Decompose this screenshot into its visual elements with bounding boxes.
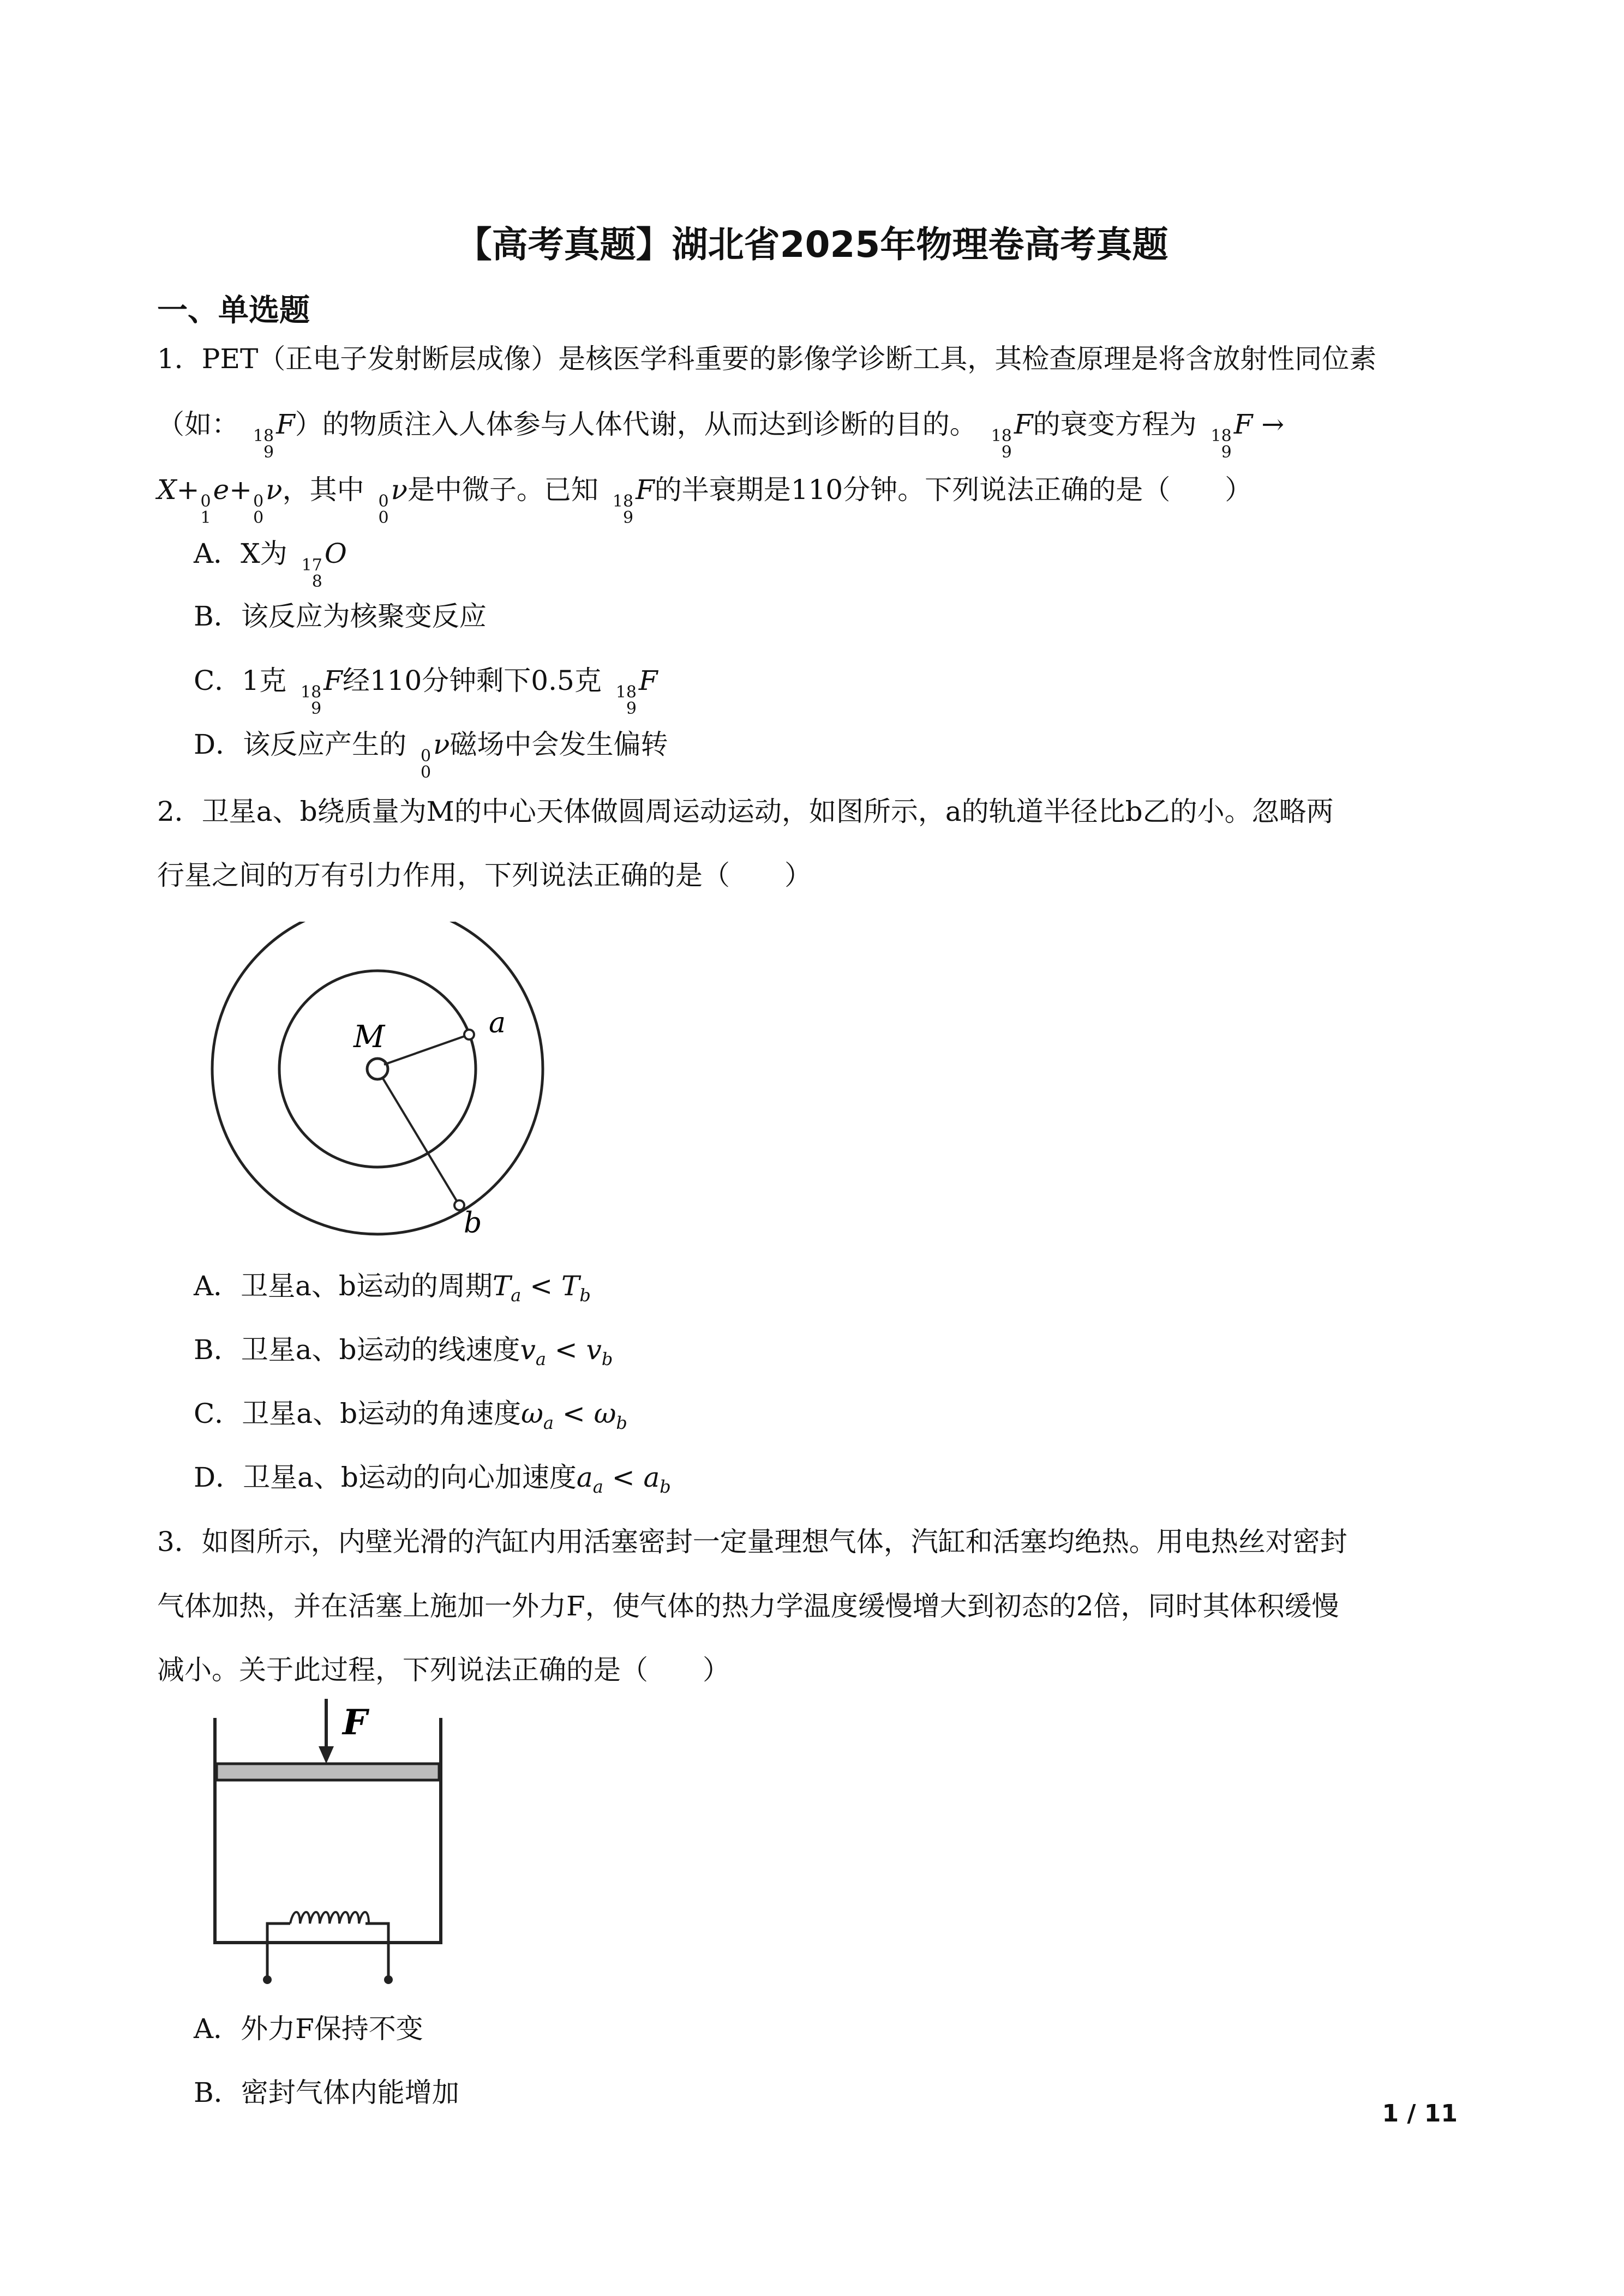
q2-line2: 行星之间的万有引力作用，下列说法正确的是（ ）: [157, 860, 812, 891]
q2-option-a[interactable]: A．卫星a、b运动的周期$T_a < T_b$: [194, 1270, 591, 1306]
cylinder-diagram: [207, 1696, 458, 1985]
section-heading: 一、单选题: [157, 293, 310, 328]
terminal-left-icon: [263, 1975, 272, 1984]
central-body-icon: [367, 1059, 388, 1079]
q3-line3: 减小。关于此过程，下列说法正确的是（ ）: [157, 1654, 730, 1686]
q1-option-d[interactable]: D．该反应产生的 0 0 ν磁场中会发生偏转: [194, 729, 668, 782]
satellite-b-icon: [454, 1200, 464, 1210]
q1-option-b[interactable]: B．该反应为核聚变反应: [194, 600, 487, 632]
q2-line1: 2．卫星a、b绕质量为M的中心天体做圆周运动运动，如图所示，a的轨道半径比b乙的小。忽略两: [157, 796, 1334, 827]
heater-lead-left: [267, 1924, 290, 1980]
page-number: 1 / 11: [1382, 2100, 1458, 2127]
label-F: F: [343, 1702, 368, 1743]
nuclide-f18: 18 9: [991, 426, 1012, 462]
q3-line2: 气体加热，并在活塞上施加一外力F，使气体的热力学温度缓慢增大到初态的2倍，同时其体积缓慢: [157, 1590, 1339, 1622]
label-M: M: [353, 1019, 385, 1055]
q3-line1: 3．如图所示，内壁光滑的汽缸内用活塞密封一定量理想气体，汽缸和活塞均绝热。用电热丝对密封: [157, 1526, 1347, 1558]
heating-coil-icon: [290, 1912, 369, 1924]
q3-option-b[interactable]: B．密封气体内能增加: [194, 2077, 459, 2108]
q1-line2: （如： 18 9 F）的物质注入人体参与人体代谢，从而达到诊断的目的。 18 9 F的衰变方程为 18 9 F →: [157, 408, 1285, 462]
arrow-icon: →: [1261, 408, 1285, 440]
label-a: a: [489, 1007, 506, 1039]
label-b: b: [464, 1207, 482, 1238]
q1-option-a[interactable]: A．X为 17 8 O: [194, 538, 347, 591]
q1-line3: X+ 0 1 e+ 0 0 ν，其中 0 0 ν是中微子。已知 18 9 F的半衰期是110分钟。下列说法正确的是（ ）: [157, 474, 1253, 527]
page-title: 【高考真题】湖北省2025年物理卷高考真题: [456, 224, 1168, 266]
nuclide-f18: 18 9: [1210, 426, 1232, 462]
q3-option-a[interactable]: A．外力F保持不变: [194, 2013, 423, 2045]
q2-option-d[interactable]: D．卫星a、b运动的向心加速度$a_a < a_b$: [194, 1462, 671, 1497]
q1-line1: 1．PET（正电子发射断层成像）是核医学科重要的影像学诊断工具，其检查原理是将含放射性同位素: [157, 343, 1377, 375]
q1-option-c[interactable]: C．1克 18 9 F经110分钟剩下0.5克 18 9 F: [194, 665, 658, 718]
satellite-a-icon: [464, 1030, 474, 1039]
nuclide-f18: 18 9: [253, 426, 274, 462]
heater-lead-right: [365, 1924, 388, 1980]
radius-b: [382, 1078, 459, 1205]
orbit-diagram: [207, 922, 556, 1238]
q2-option-b[interactable]: B．卫星a、b运动的线速度$v_a < v_b$: [194, 1334, 613, 1369]
piston: [217, 1764, 439, 1780]
q2-option-c[interactable]: C．卫星a、b运动的角速度$\omega_a < \omega_b$: [194, 1398, 627, 1433]
terminal-right-icon: [384, 1975, 393, 1984]
radius-a: [384, 1035, 469, 1065]
force-arrow-icon: [319, 1746, 334, 1764]
